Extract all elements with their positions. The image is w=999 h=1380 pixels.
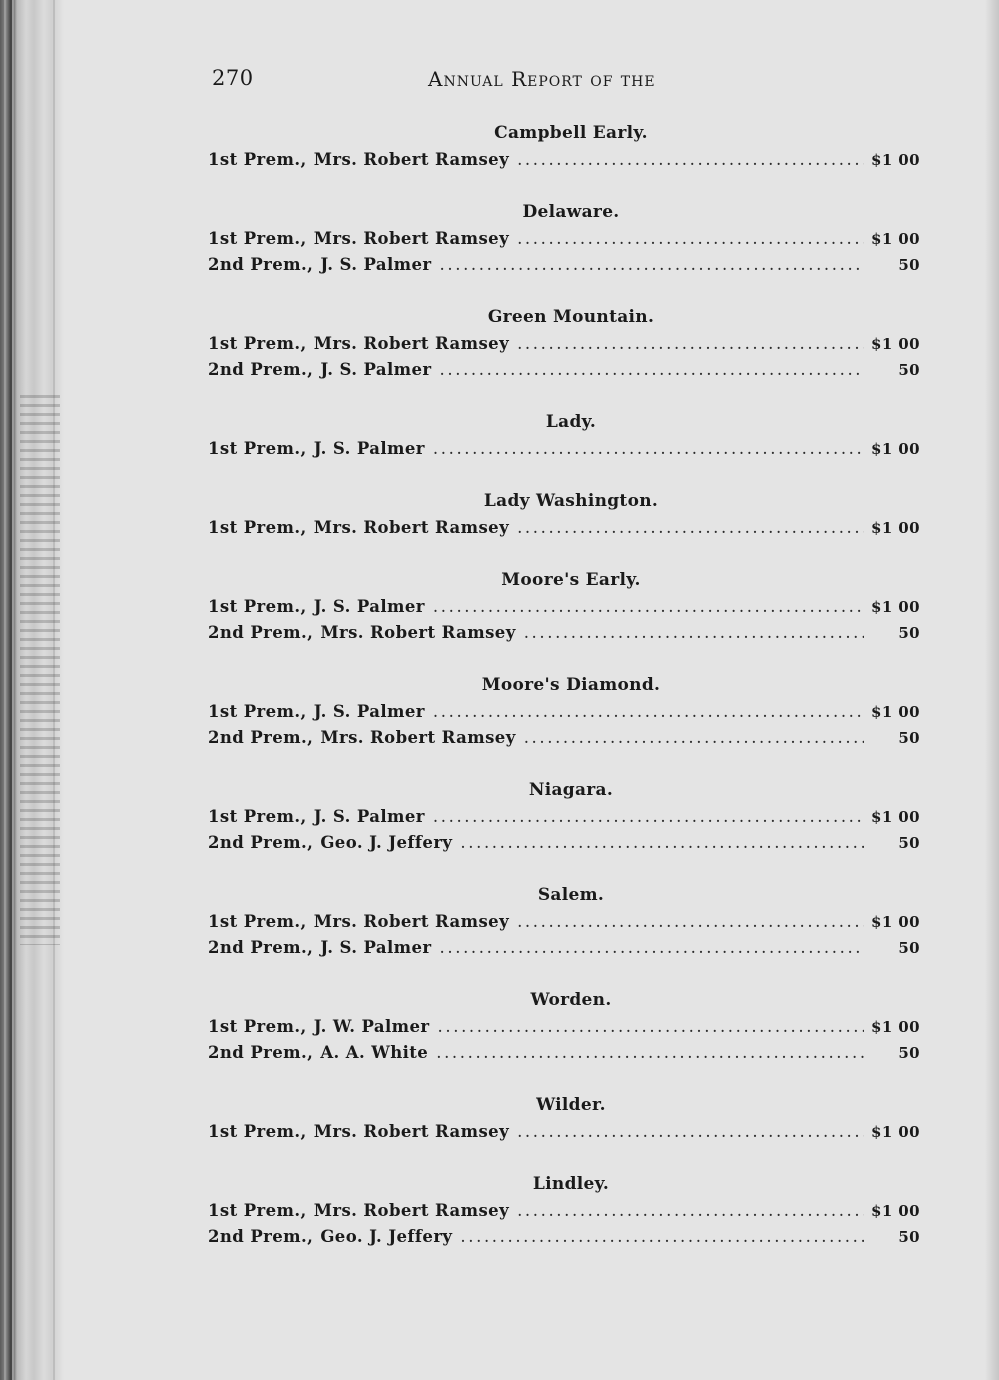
- exhibitor-name: A. A. White: [320, 1043, 429, 1062]
- exhibitor-name: Mrs. Robert Ramsey: [313, 150, 510, 169]
- exhibitor-name: J. S. Palmer: [320, 938, 432, 957]
- premium-entry: [208, 331, 920, 357]
- exhibitor-name: J. S. Palmer: [313, 702, 425, 721]
- premium-rank: 1st Prem.,: [208, 150, 307, 169]
- dot-leader: [509, 515, 864, 541]
- section-moores-diamond: [208, 672, 920, 777]
- premium-amount: $1 00: [871, 230, 920, 248]
- section-title: Moore's Early.: [501, 570, 641, 590]
- premium-amount: $1 00: [871, 598, 920, 616]
- premium-entry: [208, 909, 920, 935]
- dot-leader: [452, 1224, 864, 1250]
- exhibitor-name: J. S. Palmer: [313, 807, 425, 826]
- show-through-text: [20, 395, 60, 945]
- dot-leader: [425, 594, 864, 620]
- dot-leader: [432, 357, 864, 383]
- exhibitor-name: Geo. J. Jeffery: [320, 833, 453, 852]
- dot-leader: [516, 725, 864, 751]
- premium-amount: 50: [898, 834, 920, 852]
- premium-entry: [208, 226, 920, 252]
- premium-amount: $1 00: [871, 335, 920, 353]
- page-header: [212, 66, 932, 96]
- exhibitor-name: Mrs. Robert Ramsey: [320, 728, 516, 747]
- premium-entry: [208, 1014, 920, 1040]
- premium-rank: 1st Prem.,: [208, 518, 307, 537]
- dot-leader: [509, 909, 864, 935]
- dot-leader: [509, 331, 864, 357]
- exhibitor-name: Mrs. Robert Ramsey: [313, 334, 510, 353]
- dot-leader: [432, 935, 864, 961]
- premium-amount: 50: [898, 624, 920, 642]
- section-title: Worden.: [530, 990, 612, 1010]
- premium-rank: 2nd Prem.,: [208, 360, 314, 379]
- premium-entry: [208, 594, 920, 620]
- section-lady: [208, 409, 920, 488]
- dot-leader: [509, 1119, 864, 1145]
- premium-rank: 2nd Prem.,: [208, 1043, 314, 1062]
- premium-amount: $1 00: [871, 519, 920, 537]
- dot-leader: [509, 226, 864, 252]
- premium-rank: 2nd Prem.,: [208, 255, 314, 274]
- premium-rank: 2nd Prem.,: [208, 728, 314, 747]
- section-green-mountain: [208, 304, 920, 409]
- exhibitor-name: Mrs. Robert Ramsey: [313, 229, 510, 248]
- premium-rank: 1st Prem.,: [208, 702, 307, 721]
- premium-rank: 1st Prem.,: [208, 229, 307, 248]
- exhibitor-name: Mrs. Robert Ramsey: [313, 518, 510, 537]
- premium-rank: 2nd Prem.,: [208, 623, 314, 642]
- premium-entry: [208, 699, 920, 725]
- premium-entry: [208, 436, 920, 462]
- section-title: Salem.: [537, 885, 605, 905]
- page-number: 270: [212, 66, 254, 90]
- premium-rank: 1st Prem.,: [208, 1122, 307, 1141]
- section-title: Lady Washington.: [483, 491, 659, 511]
- premium-entry: [208, 252, 920, 278]
- dot-leader: [428, 1040, 864, 1066]
- premium-rank: 1st Prem.,: [208, 334, 307, 353]
- section-title: Green Mountain.: [487, 307, 655, 327]
- section-worden: [208, 987, 920, 1092]
- premium-rank: 1st Prem.,: [208, 807, 307, 826]
- exhibitor-name: Geo. J. Jeffery: [320, 1227, 453, 1246]
- section-wilder: [208, 1092, 920, 1171]
- premium-entry: [208, 1224, 920, 1250]
- section-lady-washington: [208, 488, 920, 567]
- exhibitor-name: J. S. Palmer: [320, 255, 432, 274]
- premium-rank: 1st Prem.,: [208, 1017, 307, 1036]
- premium-amount: $1 00: [871, 151, 920, 169]
- exhibitor-name: J. W. Palmer: [313, 1017, 430, 1036]
- premium-rank: 1st Prem.,: [208, 597, 307, 616]
- premium-amount: 50: [898, 939, 920, 957]
- premium-rank: 1st Prem.,: [208, 912, 307, 931]
- dot-leader: [432, 252, 864, 278]
- premium-amount: $1 00: [871, 913, 920, 931]
- binding-line: [4, 0, 6, 1380]
- section-title: Moore's Diamond.: [481, 675, 661, 695]
- section-title: Niagara.: [528, 780, 614, 800]
- premium-entry: [208, 147, 920, 173]
- premium-amount: $1 00: [871, 808, 920, 826]
- premium-entry: [208, 357, 920, 383]
- premium-amount: $1 00: [871, 1018, 920, 1036]
- premium-rank: 2nd Prem.,: [208, 938, 314, 957]
- premium-rank: 2nd Prem.,: [208, 1227, 314, 1246]
- premium-amount: 50: [898, 1044, 920, 1062]
- premium-rank: 1st Prem.,: [208, 439, 307, 458]
- section-delaware: [208, 199, 920, 304]
- premium-amount: 50: [898, 256, 920, 274]
- premium-entry: [208, 830, 920, 856]
- premium-entry: [208, 515, 920, 541]
- section-title: Lady.: [545, 412, 597, 432]
- section-niagara: [208, 777, 920, 882]
- premium-amount: 50: [898, 361, 920, 379]
- dot-leader: [509, 147, 864, 173]
- dot-leader: [425, 699, 864, 725]
- premium-amount: 50: [898, 729, 920, 747]
- binding-line: [12, 0, 14, 1380]
- dot-leader: [425, 804, 864, 830]
- premium-list: [208, 120, 920, 1276]
- section-title: Campbell Early.: [494, 123, 648, 143]
- premium-amount: $1 00: [871, 1123, 920, 1141]
- running-title: Annual Report of the: [428, 67, 656, 91]
- premium-rank: 2nd Prem.,: [208, 833, 314, 852]
- exhibitor-name: Mrs. Robert Ramsey: [313, 912, 510, 931]
- dot-leader: [452, 830, 864, 856]
- premium-amount: $1 00: [871, 440, 920, 458]
- premium-entry: [208, 935, 920, 961]
- exhibitor-name: J. S. Palmer: [320, 360, 432, 379]
- dot-leader: [425, 436, 864, 462]
- section-title: Delaware.: [522, 202, 620, 222]
- dot-leader: [509, 1198, 864, 1224]
- premium-entry: [208, 804, 920, 830]
- premium-entry: [208, 1198, 920, 1224]
- premium-amount: 50: [898, 1228, 920, 1246]
- section-title: Wilder.: [536, 1095, 606, 1115]
- dot-leader: [430, 1014, 864, 1040]
- dot-leader: [516, 620, 864, 646]
- exhibitor-name: J. S. Palmer: [313, 597, 425, 616]
- exhibitor-name: J. S. Palmer: [313, 439, 425, 458]
- exhibitor-name: Mrs. Robert Ramsey: [320, 623, 516, 642]
- premium-amount: $1 00: [871, 703, 920, 721]
- section-title: Lindley.: [532, 1174, 610, 1194]
- section-lindley: [208, 1171, 920, 1276]
- section-salem: [208, 882, 920, 987]
- premium-entry: [208, 1040, 920, 1066]
- page-right-edge: [985, 0, 999, 1380]
- premium-entry: [208, 725, 920, 751]
- premium-rank: 1st Prem.,: [208, 1201, 307, 1220]
- exhibitor-name: Mrs. Robert Ramsey: [313, 1122, 510, 1141]
- section-campbell-early: [208, 120, 920, 199]
- premium-entry: [208, 1119, 920, 1145]
- exhibitor-name: Mrs. Robert Ramsey: [313, 1201, 510, 1220]
- premium-amount: $1 00: [871, 1202, 920, 1220]
- section-moores-early: [208, 567, 920, 672]
- premium-entry: [208, 620, 920, 646]
